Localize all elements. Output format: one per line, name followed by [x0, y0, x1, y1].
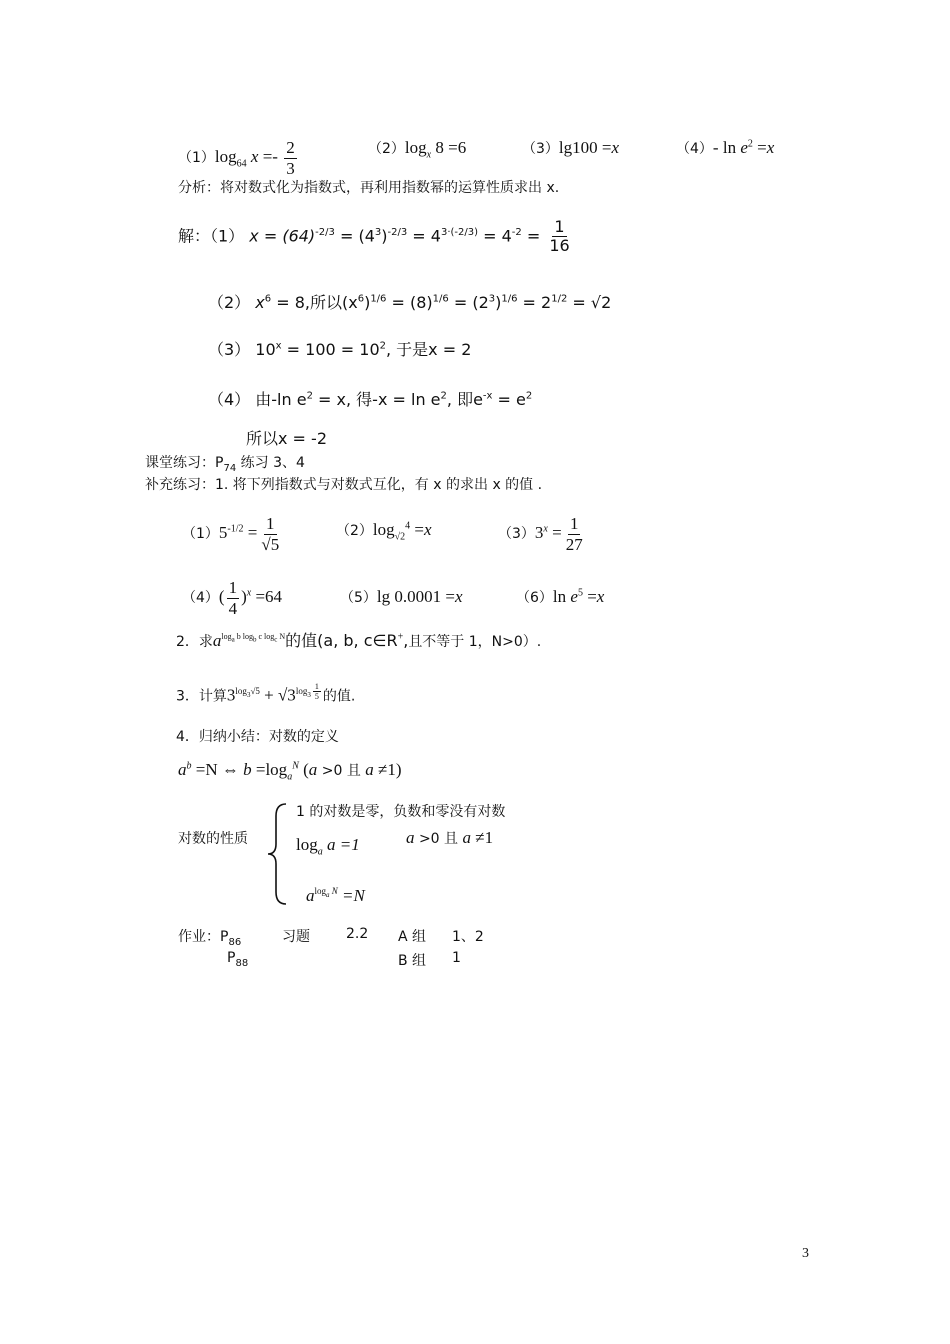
log-base: 3: [307, 690, 311, 699]
solution-3-label: （3）: [208, 340, 251, 359]
log-text: log: [372, 520, 395, 539]
exponent: 1/6: [370, 293, 387, 305]
equals: =-: [258, 146, 283, 166]
denominator: 3: [286, 158, 295, 178]
exponent: [295, 682, 323, 702]
exercise-3-label: （3）: [498, 525, 535, 542]
exercise-4-label: （4）: [182, 589, 219, 606]
equals: =: [521, 226, 546, 246]
expr: 的值.: [322, 688, 356, 705]
numerator: 1: [554, 217, 565, 236]
var-x: x: [424, 520, 432, 539]
equals: =: [410, 520, 424, 539]
homework-col-3: 2.2: [346, 926, 369, 942]
expr: =N: [337, 886, 365, 905]
expr: = 4: [407, 226, 441, 246]
analysis-text: 分析：将对数式化为指数式，再利用指数幂的运算性质求出 x.: [178, 180, 560, 196]
exponent: +: [397, 631, 404, 643]
problem-3: [522, 138, 619, 158]
equals: =: [752, 138, 767, 157]
log-arg: √5: [250, 685, 260, 696]
exponent: 6: [264, 293, 272, 305]
log-base: 64: [236, 158, 247, 170]
problem-2-label: （2）: [368, 141, 405, 157]
numerator: 1: [314, 682, 319, 691]
classroom-practice: [145, 452, 305, 474]
expr: = 100 = 10: [281, 340, 380, 359]
expr: x = (64): [249, 226, 316, 246]
fraction: [547, 218, 571, 256]
equals: =64: [251, 586, 283, 606]
exponent: 2: [379, 340, 386, 352]
homework-label: 作业：P: [178, 929, 229, 945]
properties-label: 对数的性质: [178, 831, 248, 847]
homework-p: P: [227, 950, 236, 966]
solution-1-label: 解：（1）: [178, 226, 245, 246]
ln: ln: [552, 587, 567, 606]
supplement-text: 补充练习：1. 将下列指数式与对数式互化，有 x 的求出 x 的值 .: [145, 477, 543, 493]
var-a: a: [306, 886, 315, 905]
expr: = 2: [517, 293, 552, 312]
ln: ln: [722, 138, 737, 157]
page-sub: 88: [235, 957, 249, 969]
exercise-2-label: （2）: [336, 523, 373, 539]
exponent: -1/2: [227, 523, 244, 535]
expr: 10: [255, 340, 276, 359]
expr: + √3: [259, 685, 296, 705]
log-text: N: [277, 632, 286, 642]
solution-2-label: （2）: [208, 293, 251, 312]
numerator: 2: [286, 138, 295, 157]
expr: (: [298, 760, 309, 779]
var-a: a: [308, 760, 318, 779]
paren: ): [241, 586, 247, 606]
var-e: e: [740, 138, 748, 157]
question-2: [176, 628, 541, 651]
homework-col-5: 1、2: [452, 929, 484, 945]
exercise-3: [498, 514, 587, 554]
exponent: 1/6: [501, 293, 518, 305]
property-3: [306, 886, 365, 906]
log-base: b: [253, 635, 257, 644]
exercise-5-label: （5）: [340, 590, 377, 606]
solution-4: [208, 387, 532, 410]
expr: ≠1: [471, 828, 494, 847]
base: 3: [534, 522, 544, 542]
question-3: [176, 682, 355, 705]
log-text: log: [221, 632, 232, 642]
exponent: N: [292, 760, 299, 772]
homework-row-2-col-5: 1: [452, 950, 461, 966]
log-base: √2: [394, 531, 406, 543]
var-e: e: [570, 587, 578, 606]
expr: = (8): [386, 293, 433, 312]
expr: = 8,所以(x: [271, 293, 358, 312]
classroom-label: 课堂练习：P: [145, 455, 224, 471]
expr: 且不等于 1，N>0）.: [408, 634, 542, 650]
expr: ): [364, 293, 371, 312]
page-sub: 86: [228, 936, 242, 948]
problem-1: [178, 138, 299, 178]
exponent: 2: [306, 390, 313, 402]
expr: = √2: [567, 293, 612, 312]
numerator: 1: [569, 514, 579, 533]
property-2: [296, 835, 360, 857]
exponent: 3: [374, 227, 382, 239]
question-2-label: 2．求: [176, 634, 213, 650]
expr: = 4: [478, 226, 512, 246]
numerator: 1: [266, 514, 275, 533]
classroom-rest: 练习 3、4: [236, 455, 305, 471]
exercise-1-label: （1）: [182, 525, 219, 542]
problem-4-label: （4）: [676, 141, 713, 157]
exercise-4: [182, 578, 282, 618]
base: 5: [218, 522, 228, 542]
expr-rest: 8 =6: [435, 138, 467, 157]
expr: = (2: [448, 293, 489, 312]
exercise-6: [516, 587, 604, 607]
log-base: a: [231, 635, 235, 644]
fraction: [313, 682, 321, 701]
log-text: c log: [256, 632, 275, 642]
denominator: 5: [314, 692, 319, 702]
expr: , 即e: [446, 390, 483, 409]
denominator: 4: [228, 598, 238, 618]
problem-3-label: （3）: [522, 141, 559, 157]
expr: a =1: [322, 835, 360, 854]
base: 3: [226, 685, 236, 705]
expr: ,: [403, 631, 409, 650]
var-x: x: [596, 587, 605, 606]
fraction: [259, 514, 281, 554]
equals: =: [547, 522, 562, 542]
exponent: x: [246, 587, 252, 599]
exponent: b: [186, 760, 192, 772]
exponent: 3·(-2/3): [440, 227, 479, 239]
homework-col-2: 习题: [282, 929, 310, 945]
denominator: 16: [549, 236, 570, 256]
var-x: x: [611, 138, 620, 157]
var-b: b: [243, 760, 252, 779]
numerator: 1: [228, 578, 238, 597]
homework-row-1: [178, 926, 241, 948]
equals: =: [582, 587, 597, 606]
log-base: c: [274, 635, 278, 644]
expr: lg 0.0001 =: [376, 587, 455, 606]
exercise-2: [336, 520, 432, 542]
exponent: 1/2: [551, 293, 568, 305]
log-base: x: [426, 149, 432, 161]
exponent: [314, 886, 338, 900]
minus: -: [712, 138, 723, 157]
exercise-1: [182, 514, 283, 554]
exponent: 2: [440, 390, 447, 402]
fraction: [227, 578, 240, 618]
exponent: 3: [488, 293, 496, 305]
property-1: 1 的对数是零，负数和零没有对数: [296, 804, 506, 820]
expr: lg100 =: [558, 138, 612, 157]
exponent: x: [275, 340, 282, 352]
solution-4-final: 所以x = -2: [246, 429, 328, 448]
exponent: 2: [747, 138, 753, 150]
fraction: [564, 514, 585, 554]
question-3-label: 3．计算: [176, 688, 227, 705]
page-number: 3: [802, 1246, 809, 1261]
log-base: a: [317, 846, 323, 858]
fraction: [284, 138, 297, 178]
log-base: 3: [246, 690, 251, 699]
log-text: log: [404, 138, 427, 157]
homework-row-2: [227, 950, 248, 969]
log-text: log: [235, 685, 247, 696]
exponent: 6: [357, 293, 365, 305]
problem-2: [368, 138, 466, 160]
expr: ≠1): [373, 760, 402, 779]
expr: =log: [251, 760, 288, 779]
expr: , 于是x = 2: [386, 340, 472, 359]
log-text: b log: [234, 632, 253, 642]
denominator: √5: [261, 534, 280, 554]
log-base: a: [287, 771, 293, 783]
homework-row-2-col-4: B 组: [398, 953, 427, 969]
denominator: 27: [565, 534, 583, 554]
exponent: [235, 685, 260, 699]
property-2-condition: [406, 828, 493, 848]
exponent: -2/3: [387, 227, 408, 239]
exponent: [221, 632, 286, 644]
solution-1: [178, 218, 574, 256]
solution-2: [208, 290, 611, 313]
log-text: log: [214, 146, 237, 166]
problem-4: [676, 138, 774, 158]
log-text: log: [296, 835, 318, 854]
log-text: log: [295, 685, 308, 696]
expr: =N ⇔: [191, 760, 244, 779]
var-N: N: [329, 886, 338, 897]
exponent: 4: [405, 520, 411, 532]
var-a: a: [178, 760, 187, 779]
var-a: a: [406, 828, 415, 847]
var-x: x: [454, 587, 463, 606]
homework-col-4: A 组: [398, 929, 427, 945]
solution-3: [208, 337, 471, 360]
exponent: -2/3: [315, 227, 335, 239]
definition: [178, 760, 402, 782]
expr: = x, 得-x = ln e: [312, 390, 441, 409]
expr: x: [255, 293, 265, 312]
expr: >0 且: [317, 763, 366, 779]
expr: 的值(a, b, c∈R: [285, 631, 398, 650]
exponent: -2: [511, 227, 522, 239]
expr: = (4: [334, 226, 375, 246]
exponent: 1/6: [432, 293, 449, 305]
var-a: a: [462, 828, 471, 847]
exercise-6-label: （6）: [516, 590, 553, 606]
equals: =: [243, 522, 258, 542]
expr: ): [495, 293, 502, 312]
expr: ): [381, 226, 388, 246]
exercise-5: [340, 587, 463, 607]
problem-1-label: （1）: [178, 149, 215, 166]
var-x: x: [766, 138, 775, 157]
expr: >0 且: [414, 831, 463, 847]
expr: 由-ln e: [255, 390, 307, 409]
question-4: 4．归纳小结：对数的定义: [176, 729, 339, 745]
log-text: log: [314, 886, 327, 897]
exponent: -x: [482, 390, 493, 402]
var-a: a: [212, 631, 222, 650]
brace-icon: [266, 802, 290, 906]
var-x: x: [250, 146, 259, 166]
log-base: a: [326, 891, 330, 900]
solution-4-label: （4）: [208, 390, 251, 409]
exponent: x: [543, 523, 548, 535]
var-a: a: [365, 760, 374, 779]
exponent: 5: [577, 587, 583, 599]
expr: = e: [492, 390, 526, 409]
exponent: 2: [525, 390, 533, 402]
page-sub: 74: [223, 462, 237, 474]
paren: (: [218, 586, 225, 606]
